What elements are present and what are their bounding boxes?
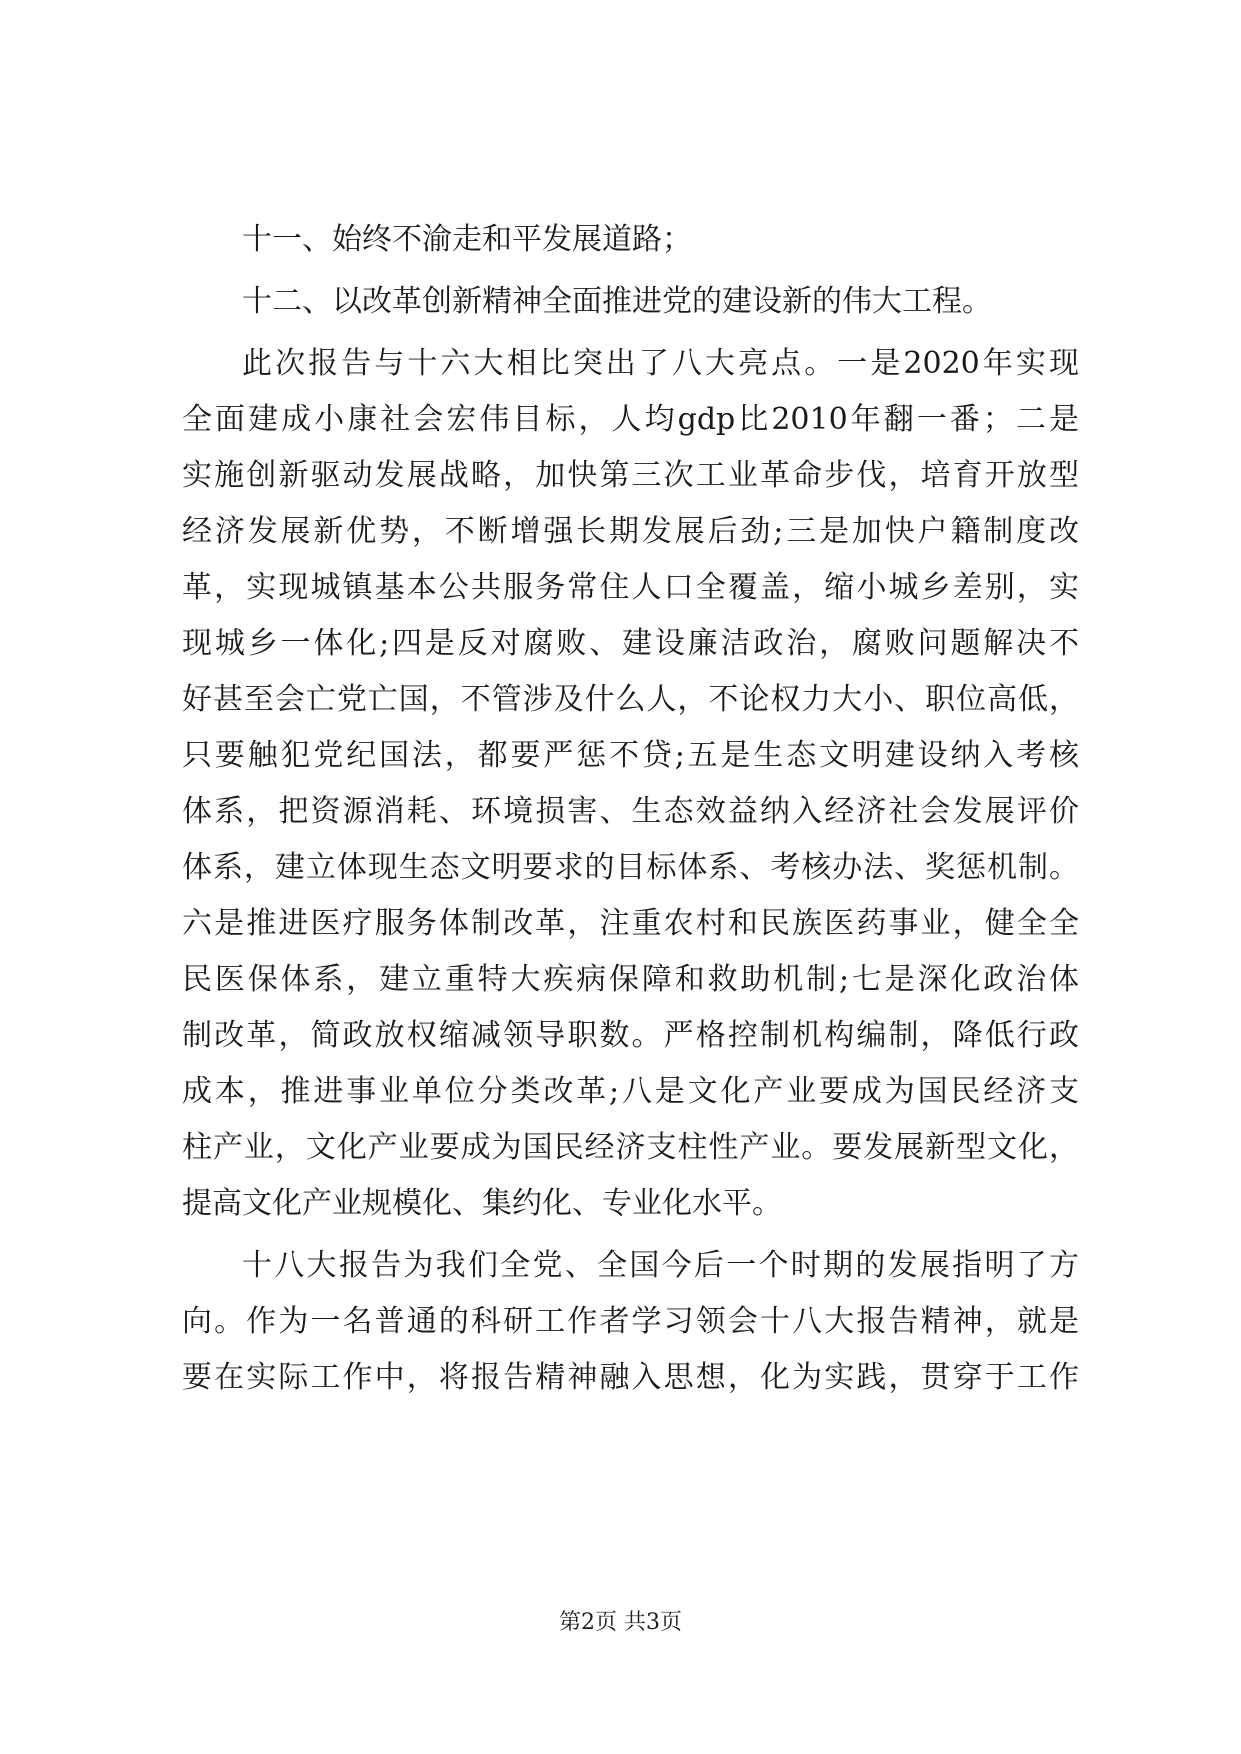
text-line: 体系，把资源消耗、环境损害、生态效益纳入经济社会发展评价 [182,794,1079,829]
text-line: 十八大报告为我们全党、全国今后一个时期的发展指明了方 [242,1248,1079,1283]
text-line: 成本，推进事业单位分类改革;八是文化产业要成为国民经济支 [182,1074,1079,1109]
document-body [182,212,1079,1406]
text-line: 柱产业，文化产业要成为国民经济支柱性产业。要发展新型文化， [182,1130,1079,1165]
text-line: 提高文化产业规模化、集约化、专业化水平。 [182,1186,782,1221]
text-line: 制改革，简政放权缩减领导职数。严格控制机构编制，降低行政 [182,1018,1079,1053]
text-line: 全面建成小康社会宏伟目标，人均gdp比2010年翻一番；二是 [182,402,1079,437]
text-line: 十二、以改革创新精神全面推进党的建设新的伟大工程。 [242,284,992,319]
text-line: 现城乡一体化;四是反对腐败、建设廉洁政治，腐败问题解决不 [182,626,1079,661]
text-line: 革，实现城镇基本公共服务常住人口全覆盖，缩小城乡差别，实 [182,570,1079,605]
text-line: 只要触犯党纪国法，都要严惩不贷;五是生态文明建设纳入考核 [182,738,1079,773]
text-line: 向。作为一名普通的科研工作者学习领会十八大报告精神，就是 [182,1304,1079,1339]
page-footer [0,1608,1241,1638]
paragraph [182,1238,1079,1406]
paragraph [182,336,1079,1232]
text-line: 好甚至会亡党亡国，不管涉及什么人，不论权力大小、职位高低， [182,682,1079,717]
text-line: 此次报告与十六大相比突出了八大亮点。一是2020年实现 [242,346,1079,381]
text-line: 民医保体系，建立重特大疾病保障和救助机制;七是深化政治体 [182,962,1079,997]
paragraph [182,274,1079,330]
text-line: 实施创新驱动发展战略，加快第三次工业革命步伐，培育开放型 [182,458,1079,493]
page-number: 第2页 共3页 [559,1610,682,1635]
text-line: 要在实际工作中，将报告精神融入思想，化为实践，贯穿于工作 [182,1360,1079,1395]
text-line: 体系，建立体现生态文明要求的目标体系、考核办法、奖惩机制。 [182,850,1079,885]
paragraph [182,212,1079,268]
text-line: 经济发展新优势，不断增强长期发展后劲;三是加快户籍制度改 [182,514,1079,549]
text-line: 十一、始终不渝走和平发展道路； [242,222,692,257]
text-line: 六是推进医疗服务体制改革，注重农村和民族医药事业，健全全 [182,906,1079,941]
